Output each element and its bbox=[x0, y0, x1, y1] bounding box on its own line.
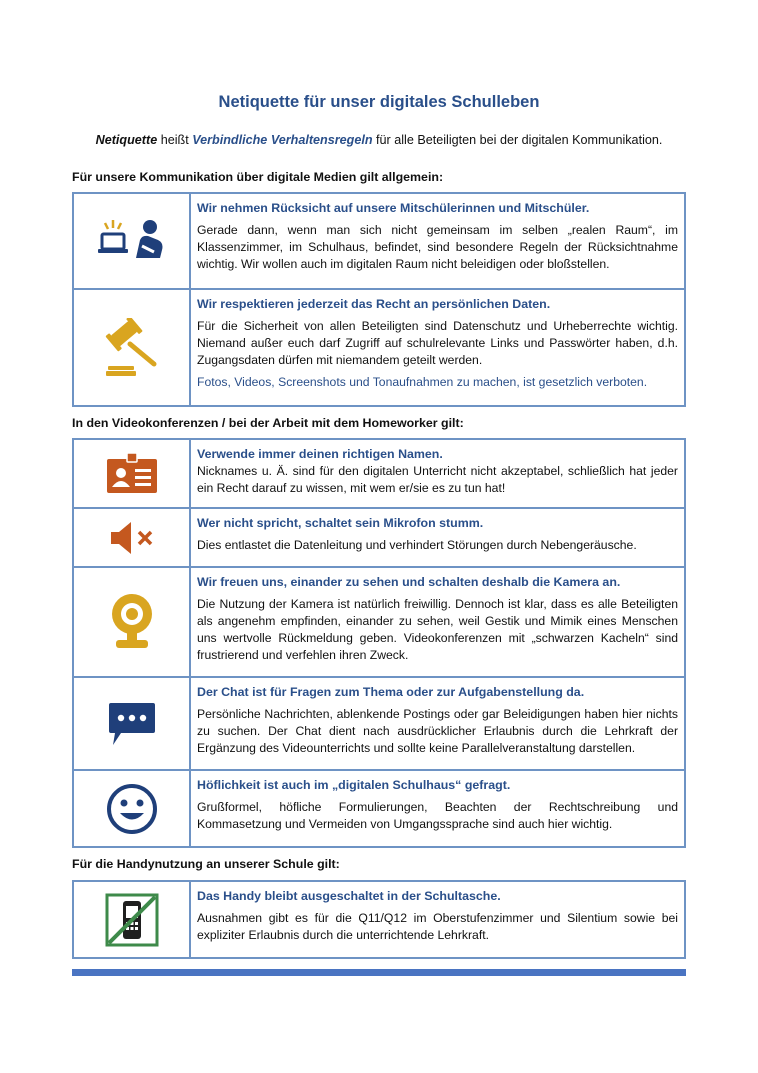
rule-row-respect bbox=[73, 193, 685, 289]
rule-text-cell bbox=[190, 508, 685, 567]
gavel-icon bbox=[104, 318, 160, 378]
rule-icon-cell bbox=[73, 770, 190, 847]
rule-description: Persönliche Nachrichten, ablenkende Postings oder gar Beleidigungen haben hier nichts zu suchen. Der Chat dient nach ausdrücklicher Erlaubnis durch die Lehrkraft der Ergänzung des Videounterrichts und sollte keine Parallelveranstaltung darstellen. bbox=[197, 707, 678, 755]
rule-heading: Das Handy bleibt ausgeschaltet in der Schultasche. bbox=[197, 889, 501, 903]
rule-text-cell bbox=[190, 289, 685, 406]
rule-description: Die Nutzung der Kamera ist natürlich freiwillig. Dennoch ist klar, dass es alle Beteiligten als angenehm empfinden, einander zu sehen, weil Gestik und Mimik eines Menschen uns wertvolle Rückmeldung geben. Videokonferenzen mit „schwarzen Kacheln“ sind frustrierend und verfehlen ihren Zweck. bbox=[197, 597, 678, 662]
rule-icon-cell bbox=[73, 677, 190, 770]
rule-icon-cell bbox=[73, 289, 190, 406]
rule-icon-cell bbox=[73, 567, 190, 677]
intro-term: Netiquette bbox=[95, 133, 158, 147]
rule-description: Nicknames u. Ä. sind für den digitalen Unterricht nicht akzeptabel, schließlich hat jeder ein Recht darauf zu wissen, mit wem er/sie es zu tun hat! bbox=[197, 464, 678, 495]
rule-heading: Wer nicht spricht, schaltet sein Mikrofon stumm. bbox=[197, 516, 484, 530]
speaker-muted-icon bbox=[109, 520, 155, 556]
rule-row-name bbox=[73, 439, 685, 508]
general-rules-table bbox=[72, 192, 686, 407]
rule-row-mute bbox=[73, 508, 685, 567]
id-badge-icon bbox=[105, 453, 159, 495]
rule-heading: Wir nehmen Rücksicht auf unsere Mitschülerinnen und Mitschüler. bbox=[197, 201, 590, 215]
rule-heading: Höflichkeit ist auch im „digitalen Schulhaus“ gefragt. bbox=[197, 778, 511, 792]
rule-icon-cell bbox=[73, 881, 190, 958]
rule-description: Dies entlastet die Datenleitung und verhindert Störungen durch Nebengeräusche. bbox=[197, 538, 637, 552]
rule-row-politeness bbox=[73, 770, 685, 847]
phone-rules-table bbox=[72, 880, 686, 959]
rule-text-cell bbox=[190, 770, 685, 847]
rule-text-cell bbox=[190, 567, 685, 677]
footer-bar bbox=[72, 969, 686, 976]
video-rules-table bbox=[72, 438, 686, 848]
rule-row-chat bbox=[73, 677, 685, 770]
rule-icon-cell bbox=[73, 193, 190, 289]
rule-row-camera bbox=[73, 567, 685, 677]
rule-text-cell bbox=[190, 881, 685, 958]
section-heading-general: Für unsere Kommunikation über digitale Medien gilt allgemein: bbox=[72, 170, 444, 184]
intro-definition: Verbindliche Verhaltensregeln bbox=[192, 133, 373, 147]
rule-heading: Verwende immer deinen richtigen Namen. bbox=[197, 447, 443, 461]
chat-bubble-icon bbox=[107, 701, 157, 747]
rule-icon-cell bbox=[73, 439, 190, 508]
rule-row-phone bbox=[73, 881, 685, 958]
rule-row-privacy bbox=[73, 289, 685, 406]
rule-heading: Wir respektieren jederzeit das Recht an persönlichen Daten. bbox=[197, 297, 551, 311]
rule-description: Grußformel, höfliche Formulierungen, Beachten der Rechtschreibung und Kommasetzung und Vermeiden von Umgangssprache sind auch hier wichtig. bbox=[197, 800, 678, 831]
rule-warning-note: Fotos, Videos, Screenshots und Tonaufnahmen zu machen, ist gesetzlich verboten. bbox=[197, 375, 648, 389]
section-heading-video: In den Videokonferenzen / bei der Arbeit mit dem Homeworker gilt: bbox=[72, 416, 464, 430]
rule-heading: Wir freuen uns, einander zu sehen und schalten deshalb die Kamera an. bbox=[197, 575, 621, 589]
intro-rest: für alle Beteiligten bei der digitalen Kommunikation. bbox=[372, 133, 663, 147]
rule-description: Für die Sicherheit von allen Beteiligten sind Datenschutz und Urheberrechte wichtig. Niemand außer euch darf Zugriff auf schulrelevante Links und Passwörter haben, d.h. Zugangsdaten dürfen mit niemandem geteilt werden. bbox=[197, 319, 678, 367]
rule-text-cell bbox=[190, 439, 685, 508]
rule-icon-cell bbox=[73, 508, 190, 567]
rule-description: Ausnahmen gibt es für die Q11/Q12 im Oberstufenzimmer und Silentium sowie bei expliziter Erlaubnis durch die unterrichtende Lehrkraft. bbox=[197, 911, 678, 942]
rule-text-cell bbox=[190, 193, 685, 289]
intro-verb: heißt bbox=[157, 133, 193, 147]
intro-line bbox=[0, 133, 758, 147]
section-heading-phone: Für die Handynutzung an unserer Schule gilt: bbox=[72, 857, 340, 871]
webcam-icon bbox=[110, 592, 154, 652]
rule-heading: Der Chat ist für Fragen zum Thema oder zur Aufgabenstellung da. bbox=[197, 685, 585, 699]
person-at-laptop-icon bbox=[96, 218, 168, 264]
rule-description: Gerade dann, wenn man sich nicht gemeinsam im selben „realen Raum“, im Klassenzimmer, im Schulhaus, befindet, sind besondere Regeln der Rücksichtnahme wichtig. Wir wollen auch im digitalen Raum nicht beleidigen oder bloßstellen. bbox=[197, 223, 678, 271]
page-title: Netiquette für unser digitales Schulleben bbox=[218, 93, 540, 111]
rule-text-cell bbox=[190, 677, 685, 770]
smiley-icon bbox=[105, 782, 159, 836]
no-phone-icon bbox=[105, 893, 159, 947]
